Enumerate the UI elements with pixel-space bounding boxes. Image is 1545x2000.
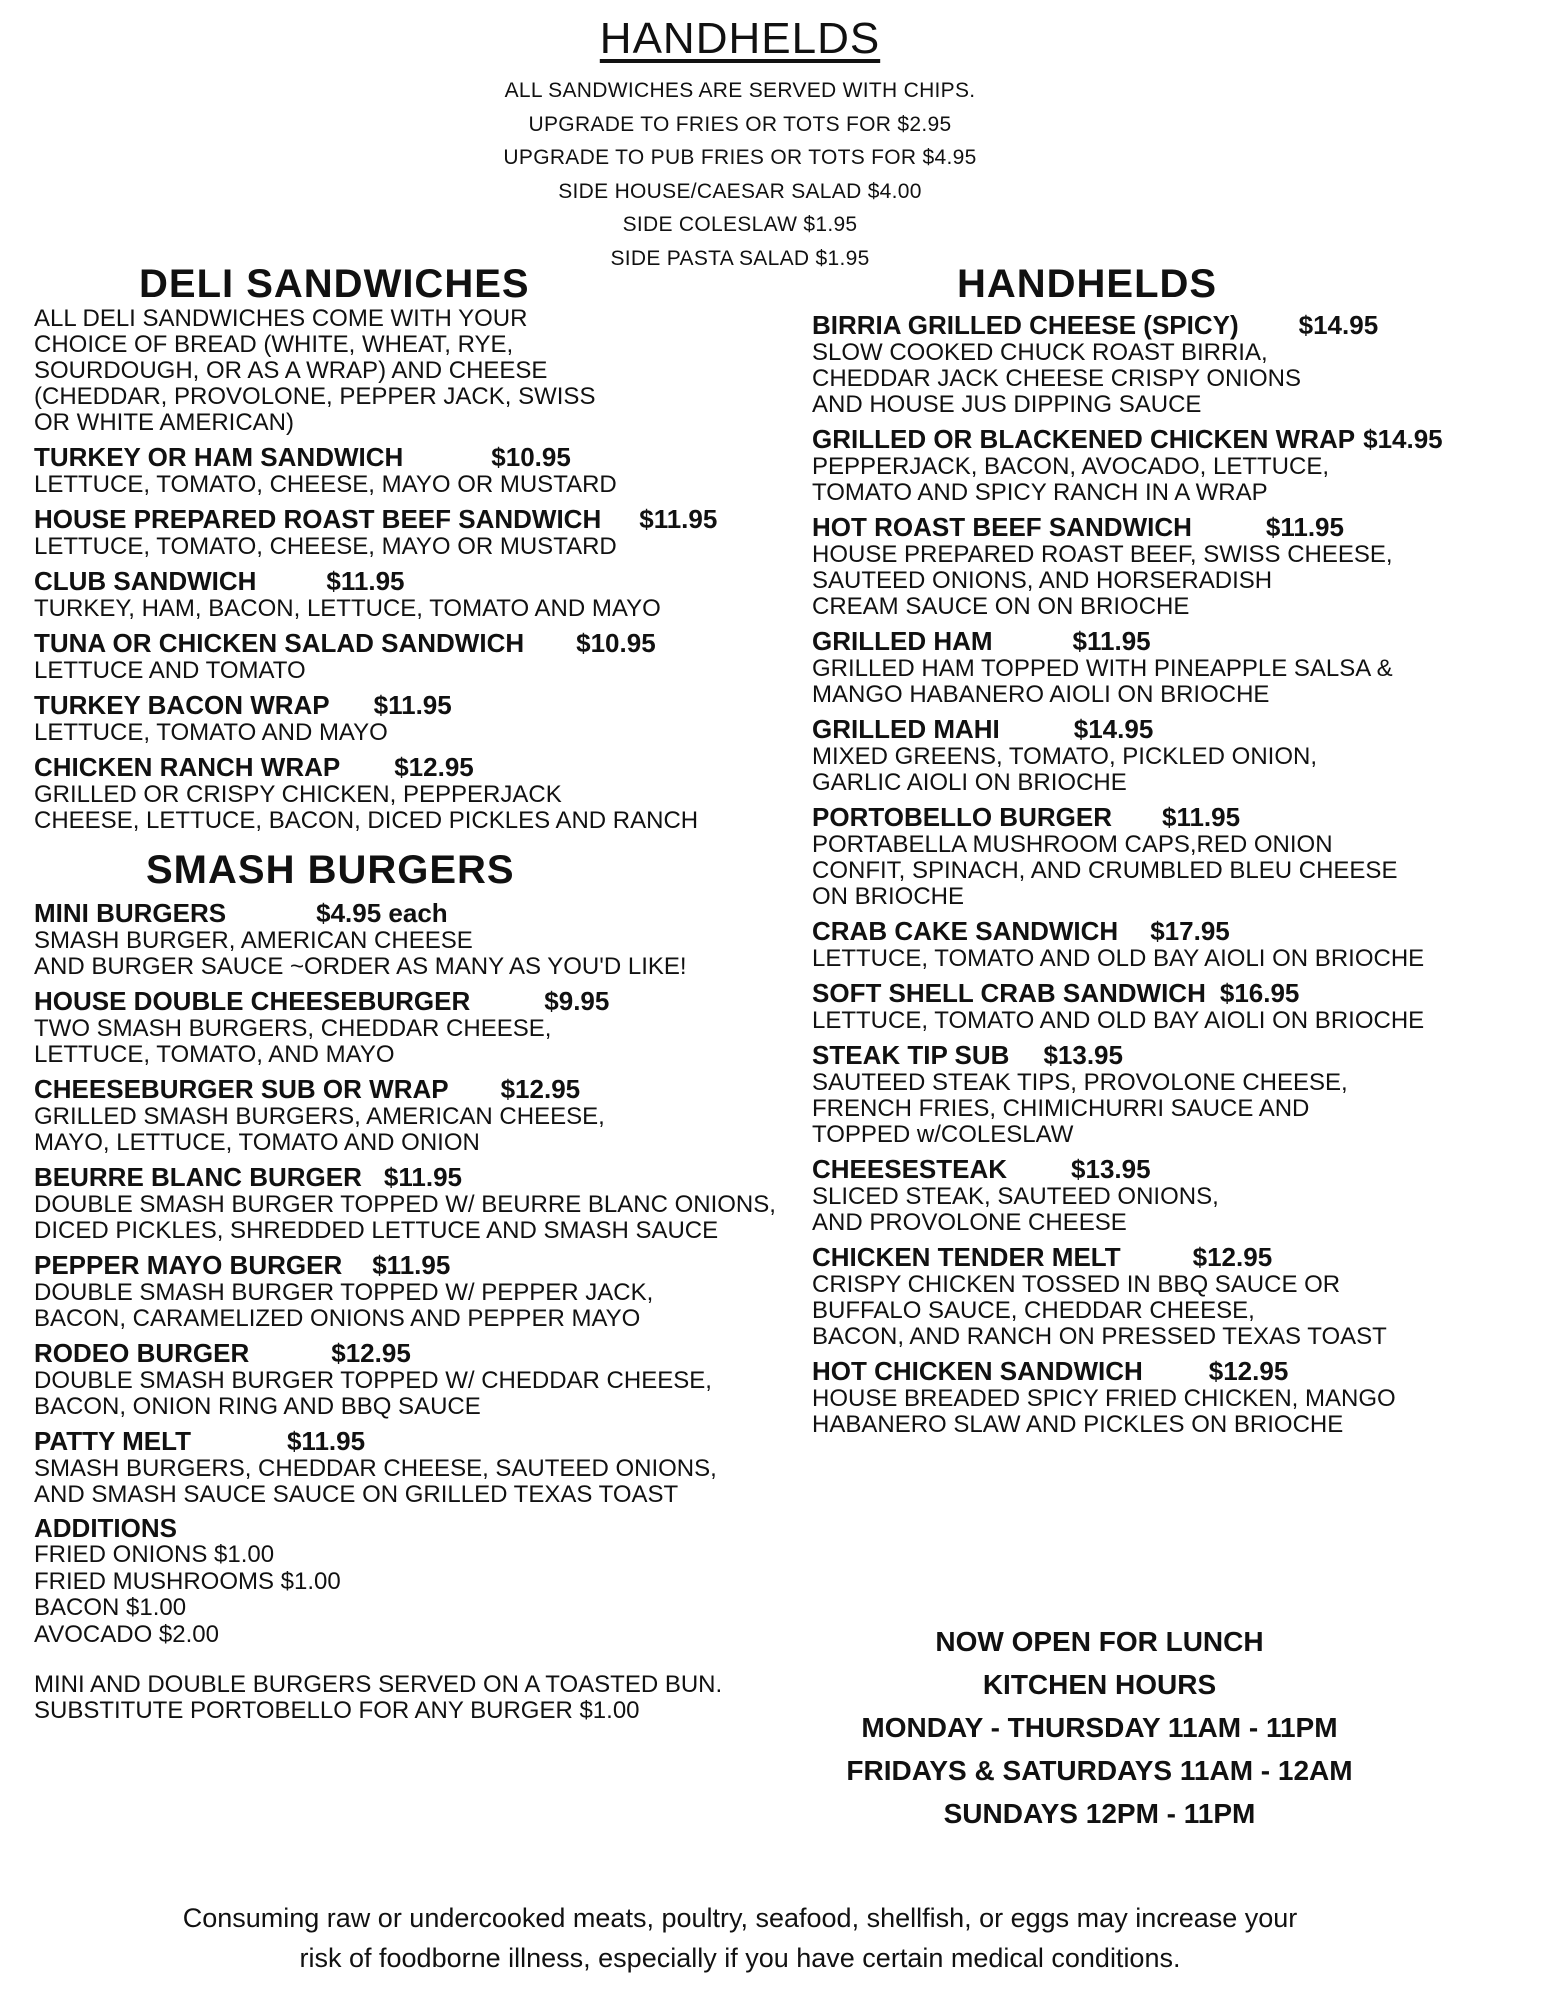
menu-item-price: $11.95 [383, 1162, 462, 1192]
menu-item-description: GRILLED HAM TOPPED WITH PINEAPPLE SALSA & [812, 655, 1393, 682]
menu-item-description: SAUTEED STEAK TIPS, PROVOLONE CHEESE, [812, 1069, 1348, 1096]
menu-item-description: DOUBLE SMASH BURGER TOPPED W/ BEURRE BLANC ONIONS, [34, 1191, 776, 1218]
menu-item-name: BIRRIA GRILLED CHEESE (SPICY) [812, 310, 1239, 340]
menu-item-header [34, 986, 794, 1016]
menu-item-header [812, 1040, 1532, 1070]
footnote-line: SUBSTITUTE PORTOBELLO FOR ANY BURGER $1.00 [34, 1697, 640, 1724]
menu-item-price: $11.95 [286, 1426, 366, 1456]
menu-item-description: BUFFALO SAUCE, CHEDDAR CHEESE, [812, 1297, 1255, 1324]
menu-item-price: $11.95 [326, 566, 405, 596]
handhelds-section-title: HANDHELDS [957, 262, 1218, 306]
deli-note-line: OR WHITE AMERICAN) [34, 409, 295, 436]
menu-item-description: DOUBLE SMASH BURGER TOPPED W/ CHEDDAR CHEESE, [34, 1367, 712, 1394]
intro-line: SIDE PASTA SALAD $1.95 [610, 246, 870, 270]
menu-item [34, 1162, 794, 1244]
menu-item-description: LETTUCE, TOMATO AND MAYO [34, 719, 388, 746]
menu-item-description: HOUSE PREPARED ROAST BEEF, SWISS CHEESE, [812, 541, 1393, 568]
menu-item-header [812, 1154, 1532, 1184]
menu-item [812, 512, 1532, 620]
menu-item-name: TURKEY BACON WRAP [34, 690, 330, 720]
smash-section-title: SMASH BURGERS [146, 848, 515, 892]
menu-item [34, 504, 794, 560]
menu-item [812, 1040, 1532, 1148]
menu-item-description: AND BURGER SAUCE ~ORDER AS MANY AS YOU'D LIKE! [34, 953, 687, 980]
page-title: HANDHELDS [599, 14, 881, 63]
menu-item-price: $17.95 [1150, 916, 1230, 946]
menu-item-description: TWO SMASH BURGERS, CHEDDAR CHEESE, [34, 1015, 552, 1042]
menu-item-header [34, 1338, 794, 1368]
menu-item-name: CHICKEN RANCH WRAP [34, 752, 341, 782]
menu-item-header [34, 690, 794, 720]
menu-item-description: LETTUCE, TOMATO, AND MAYO [34, 1041, 395, 1068]
menu-item-name: HOUSE DOUBLE CHEESEBURGER [34, 986, 471, 1016]
menu-item-name: CHICKEN TENDER MELT [812, 1242, 1121, 1272]
menu-item-name: GRILLED OR BLACKENED CHICKEN WRAP [812, 424, 1356, 454]
menu-item-price: $14.95 [1073, 714, 1154, 744]
menu-item-description: LETTUCE, TOMATO AND OLD BAY AIOLI ON BRIOCHE [812, 945, 1425, 972]
menu-item-price: $9.95 [544, 986, 610, 1016]
menu-item-name: TUNA OR CHICKEN SALAD SANDWICH [34, 628, 525, 658]
menu-item-description: LETTUCE, TOMATO, CHEESE, MAYO OR MUSTARD [34, 533, 617, 560]
menu-item-price: $10.95 [576, 628, 656, 658]
menu-item-price: $11.95 [1161, 802, 1241, 832]
menu-item-name: STEAK TIP SUB [812, 1040, 1010, 1070]
menu-item-price: $12.95 [500, 1074, 581, 1104]
deli-note-line: ALL DELI SANDWICHES COME WITH YOUR [34, 305, 528, 332]
menu-item-header [812, 714, 1532, 744]
menu-item [812, 626, 1532, 708]
menu-item-price: $12.95 [1192, 1242, 1273, 1272]
hours-line: NOW OPEN FOR LUNCH [935, 1626, 1264, 1657]
menu-item [812, 714, 1532, 796]
menu-item [812, 802, 1532, 910]
menu-item-description: FRENCH FRIES, CHIMICHURRI SAUCE AND [812, 1095, 1310, 1122]
menu-item-description: LETTUCE, TOMATO AND OLD BAY AIOLI ON BRIOCHE [812, 1007, 1425, 1034]
menu-item-description: DICED PICKLES, SHREDDED LETTUCE AND SMASH SAUCE [34, 1217, 719, 1244]
menu-item-name: HOUSE PREPARED ROAST BEEF SANDWICH [34, 504, 602, 534]
menu-item-description: BACON, CARAMELIZED ONIONS AND PEPPER MAYO [34, 1305, 641, 1332]
menu-item [812, 916, 1532, 972]
menu-item-header [34, 504, 794, 534]
menu-item-description: GRILLED OR CRISPY CHICKEN, PEPPERJACK [34, 781, 562, 808]
menu-item-name: HOT CHICKEN SANDWICH [812, 1356, 1143, 1386]
hours-line: KITCHEN HOURS [982, 1669, 1217, 1700]
menu-item-price: $16.95 [1219, 978, 1300, 1008]
menu-item-price: $12.95 [1208, 1356, 1289, 1386]
menu-item-description: PORTABELLA MUSHROOM CAPS,RED ONION [812, 831, 1333, 858]
smash-item-list [34, 898, 794, 1508]
menu-item [34, 690, 794, 746]
menu-item-description: CRISPY CHICKEN TOSSED IN BBQ SAUCE OR [812, 1271, 1341, 1298]
menu-item-name: CLUB SANDWICH [34, 566, 257, 596]
menu-item-name: CRAB CAKE SANDWICH [812, 916, 1119, 946]
intro-notes [0, 74, 1480, 275]
menu-item [34, 986, 794, 1068]
menu-item-price: $11.95 [372, 1250, 451, 1280]
menu-item [812, 1242, 1532, 1350]
menu-item-description: SMASH BURGER, AMERICAN CHEESE [34, 927, 473, 954]
menu-item-name: SOFT SHELL CRAB SANDWICH [812, 978, 1206, 1008]
menu-item-description: LETTUCE, TOMATO, CHEESE, MAYO OR MUSTARD [34, 471, 617, 498]
menu-item [34, 1250, 794, 1332]
menu-item-header [34, 566, 794, 596]
addition-item: FRIED MUSHROOMS $1.00 [34, 1567, 341, 1595]
deli-note-line: CHOICE OF BREAD (WHITE, WHEAT, RYE, [34, 331, 514, 358]
menu-item [34, 566, 794, 622]
menu-item [812, 1154, 1532, 1236]
hours-line: FRIDAYS & SATURDAYS 11AM - 12AM [846, 1755, 1353, 1786]
menu-item-description: GRILLED SMASH BURGERS, AMERICAN CHEESE, [34, 1103, 605, 1130]
menu-item [34, 898, 794, 980]
menu-item-description: MAYO, LETTUCE, TOMATO AND ONION [34, 1129, 480, 1156]
menu-item-name: PEPPER MAYO BURGER [34, 1250, 343, 1280]
addition-item: AVOCADO $2.00 [34, 1620, 219, 1648]
addition-item: FRIED ONIONS $1.00 [34, 1541, 275, 1568]
hours-line: SUNDAYS 12PM - 11PM [943, 1798, 1256, 1829]
menu-item-description: AND SMASH SAUCE SAUCE ON GRILLED TEXAS TOAST [34, 1481, 679, 1508]
menu-item-price: $11.95 [639, 504, 718, 534]
intro-line: SIDE COLESLAW $1.95 [622, 213, 858, 236]
deli-note-line: SOURDOUGH, OR AS A WRAP) AND CHEESE [34, 357, 548, 384]
addition-item: BACON $1.00 [34, 1594, 187, 1621]
menu-item [34, 628, 794, 684]
intro-line: SIDE HOUSE/CAESAR SALAD $4.00 [558, 179, 922, 203]
menu-item-description: PEPPERJACK, BACON, AVOCADO, LETTUCE, [812, 453, 1330, 480]
menu-item [34, 1338, 794, 1420]
menu-item [812, 1356, 1532, 1438]
menu-item-header [812, 978, 1532, 1008]
additions-block [34, 1514, 794, 1648]
menu-item [34, 1074, 794, 1156]
deli-section-title: DELI SANDWICHES [139, 262, 530, 306]
menu-item-header [812, 424, 1532, 454]
menu-item-description: CHEDDAR JACK CHEESE CRISPY ONIONS [812, 365, 1301, 392]
menu-item-price: $4.95 each [316, 898, 448, 928]
menu-item-price: $10.95 [491, 442, 571, 472]
menu-item-name: GRILLED MAHI [812, 714, 1000, 744]
menu-item-header [34, 1250, 794, 1280]
menu-item-header [812, 1356, 1532, 1386]
menu-item-name: PORTOBELLO BURGER [812, 802, 1112, 832]
menu-item-header [812, 802, 1532, 832]
intro-line: UPGRADE TO FRIES OR TOTS FOR $2.95 [528, 112, 952, 136]
disclaimer-line: risk of foodborne illness, especially if you have certain medical conditions. [299, 1943, 1181, 1973]
menu-item-price: $13.95 [1071, 1154, 1151, 1184]
menu-item-header [34, 628, 794, 658]
menu-item-price: $12.95 [331, 1338, 411, 1368]
handheld-item-list [812, 310, 1532, 1438]
menu-item-price: $12.95 [394, 752, 474, 782]
menu-item-name: RODEO BURGER [34, 1338, 250, 1368]
menu-item-price: $11.95 [1265, 512, 1344, 542]
menu-item [812, 424, 1532, 506]
menu-item-description: MIXED GREENS, TOMATO, PICKLED ONION, [812, 743, 1317, 770]
menu-item-description: LETTUCE AND TOMATO [34, 657, 306, 684]
menu-item [812, 310, 1532, 418]
menu-item-description: SMASH BURGERS, CHEDDAR CHEESE, SAUTEED ONIONS, [34, 1455, 717, 1482]
menu-item-description: GARLIC AIOLI ON BRIOCHE [812, 769, 1127, 796]
left-column [34, 262, 794, 1724]
menu-item-header [34, 442, 794, 472]
menu-item [812, 978, 1532, 1034]
menu-item-header [34, 1162, 794, 1192]
deli-item-list [34, 442, 794, 834]
intro-line: ALL SANDWICHES ARE SERVED WITH CHIPS. [504, 79, 976, 102]
menu-item-price: $11.95 [373, 690, 452, 720]
menu-item-description: BACON, AND RANCH ON PRESSED TEXAS TOAST [812, 1323, 1387, 1350]
menu-item-description: BACON, ONION RING AND BBQ SAUCE [34, 1393, 481, 1420]
menu-item-header [812, 512, 1532, 542]
food-safety-disclaimer [0, 1898, 1480, 1978]
intro-line: UPGRADE TO PUB FRIES OR TOTS FOR $4.95 [503, 146, 977, 169]
menu-item-description: DOUBLE SMASH BURGER TOPPED W/ PEPPER JACK, [34, 1279, 654, 1306]
menu-item-description: HABANERO SLAW AND PICKLES ON BRIOCHE [812, 1411, 1344, 1438]
menu-item-description: SLICED STEAK, SAUTEED ONIONS, [812, 1183, 1219, 1210]
menu-item-header [34, 898, 794, 928]
menu-item-header [812, 1242, 1532, 1272]
deli-note [34, 306, 794, 436]
menu-item-description: SLOW COOKED CHUCK ROAST BIRRIA, [812, 339, 1268, 366]
additions-title: ADDITIONS [34, 1513, 177, 1543]
menu-item-description: CHEESE, LETTUCE, BACON, DICED PICKLES AND RANCH [34, 807, 699, 834]
menu-item-header [812, 916, 1532, 946]
menu-item [34, 442, 794, 498]
menu-item-description: TOPPED w/COLESLAW [812, 1121, 1074, 1148]
menu-item-description: CONFIT, SPINACH, AND CRUMBLED BLEU CHEESE [812, 857, 1398, 884]
menu-item-name: HOT ROAST BEEF SANDWICH [812, 512, 1192, 542]
menu-item-name: CHEESESTEAK [812, 1154, 1008, 1184]
menu-item-description: MANGO HABANERO AIOLI ON BRIOCHE [812, 681, 1270, 708]
menu-item-price: $13.95 [1043, 1040, 1123, 1070]
disclaimer-line: Consuming raw or undercooked meats, poultry, seafood, shellfish, or eggs may increase your [182, 1903, 1298, 1933]
menu-item-description: TOMATO AND SPICY RANCH IN A WRAP [812, 479, 1268, 506]
hours-line: MONDAY - THURSDAY 11AM - 11PM [861, 1712, 1338, 1743]
menu-item-header [34, 752, 794, 782]
menu-item-description: TURKEY, HAM, BACON, LETTUCE, TOMATO AND MAYO [34, 595, 661, 622]
menu-item-description: HOUSE BREADED SPICY FRIED CHICKEN, MANGO [812, 1385, 1396, 1412]
menu-item-header [34, 1074, 794, 1104]
menu-item-name: GRILLED HAM [812, 626, 993, 656]
menu-item-description: AND PROVOLONE CHEESE [812, 1209, 1127, 1236]
menu-item-name: MINI BURGERS [34, 898, 227, 928]
right-column [812, 262, 1532, 1444]
menu-item-description: SAUTEED ONIONS, AND HORSERADISH [812, 567, 1273, 594]
menu-item [34, 1426, 794, 1508]
menu-item-description: AND HOUSE JUS DIPPING SAUCE [812, 391, 1202, 418]
menu-item-name: PATTY MELT [34, 1426, 191, 1456]
menu-item [34, 752, 794, 834]
menu-item-description: CREAM SAUCE ON ON BRIOCHE [812, 593, 1190, 620]
burger-footnote [34, 1672, 794, 1724]
kitchen-hours [812, 1620, 1387, 1835]
menu-item-header [812, 310, 1532, 340]
menu-item-price: $11.95 [1072, 626, 1151, 656]
menu-item-price: $14.95 [1363, 424, 1443, 454]
deli-note-line: (CHEDDAR, PROVOLONE, PEPPER JACK, SWISS [34, 383, 596, 410]
menu-item-price: $14.95 [1298, 310, 1379, 340]
menu-item-header [812, 626, 1532, 656]
menu-item-name: BEURRE BLANC BURGER [34, 1162, 362, 1192]
menu-item-name: CHEESEBURGER SUB OR WRAP [34, 1074, 449, 1104]
menu-item-name: TURKEY OR HAM SANDWICH [34, 442, 404, 472]
footnote-line: MINI AND DOUBLE BURGERS SERVED ON A TOASTED BUN. [34, 1671, 723, 1698]
menu-item-header [34, 1426, 794, 1456]
menu-item-description: ON BRIOCHE [812, 883, 965, 910]
